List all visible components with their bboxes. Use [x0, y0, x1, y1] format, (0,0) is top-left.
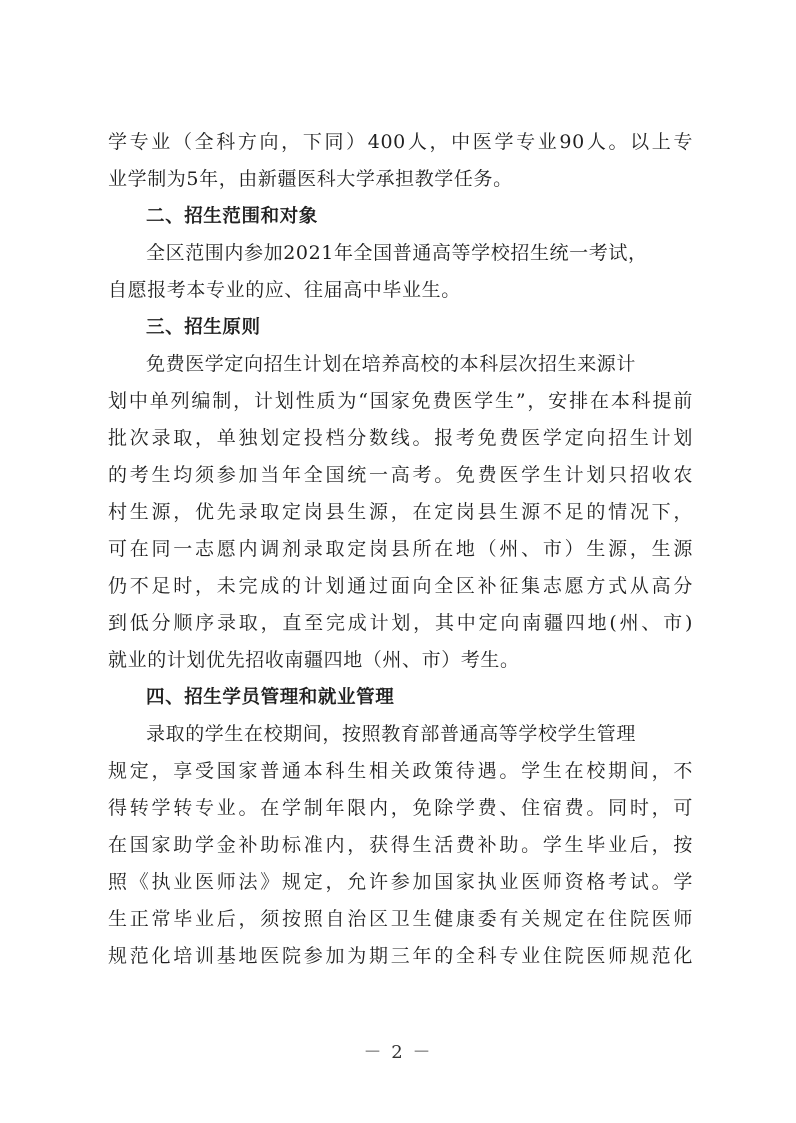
paragraph-line: 业学制为5年，由新疆医科大学承担教学任务。 [108, 168, 513, 190]
page-number: － 2 － [363, 1042, 433, 1063]
paragraph-line: 学专业（全科方向，下同）400人，中医学专业90人。以上专 [108, 131, 693, 153]
paragraph-line: 在国家助学金补助标准内，获得生活费补助。学生毕业后，按 [108, 834, 693, 856]
paragraph-line: 的考生均须参加当年全国统一高考。免费医学生计划只招收农 [108, 464, 693, 486]
section-heading: 三、招生原则 [146, 317, 261, 338]
paragraph-line: 到低分顺序录取，直至完成计划，其中定向南疆四地(州、市) [108, 612, 693, 634]
paragraph-line: 规定，享受国家普通本科生相关政策待遇。学生在校期间，不 [108, 760, 693, 782]
paragraph-line: 得转学转专业。在学制年限内，免除学费、住宿费。同时，可 [108, 797, 693, 819]
paragraph-line: 仍不足时，未完成的计划通过面向全区补征集志愿方式从高分 [108, 575, 693, 597]
section-heading: 四、招生学员管理和就业管理 [146, 687, 395, 708]
paragraph-line: 规范化培训基地医院参加为期三年的全科专业住院医师规范化 [108, 945, 693, 967]
paragraph-line: 生正常毕业后，须按照自治区卫生健康委有关规定在住院医师 [108, 908, 693, 930]
paragraph-line: 划中单列编制，计划性质为“国家免费医学生”，安排在本科提前 [108, 390, 693, 412]
paragraph-line: 村生源，优先录取定岗县生源，在定岗县生源不足的情况下， [108, 501, 693, 523]
paragraph-line: 自愿报考本专业的应、往届高中毕业生。 [108, 279, 461, 301]
paragraph-line: 录取的学生在校期间，按照教育部普通高等学校学生管理 [146, 723, 637, 745]
section-heading: 二、招生范围和对象 [146, 206, 318, 227]
paragraph-line: 就业的计划优先招收南疆四地（州、市）考生。 [108, 649, 520, 671]
paragraph-line: 免费医学定向招生计划在培养高校的本科层次招生来源计 [146, 353, 637, 375]
document-body [108, 124, 693, 975]
paragraph-line: 照《执业医师法》规定，允许参加国家执业医师资格考试。学 [108, 871, 693, 893]
paragraph-line: 可在同一志愿内调剂录取定岗县所在地（州、市）生源，生源 [108, 538, 693, 560]
paragraph-line: 批次录取，单独划定投档分数线。报考免费医学定向招生计划 [108, 427, 693, 449]
paragraph-line: 全区范围内参加2021年全国普通高等学校招生统一考试， [146, 242, 648, 264]
